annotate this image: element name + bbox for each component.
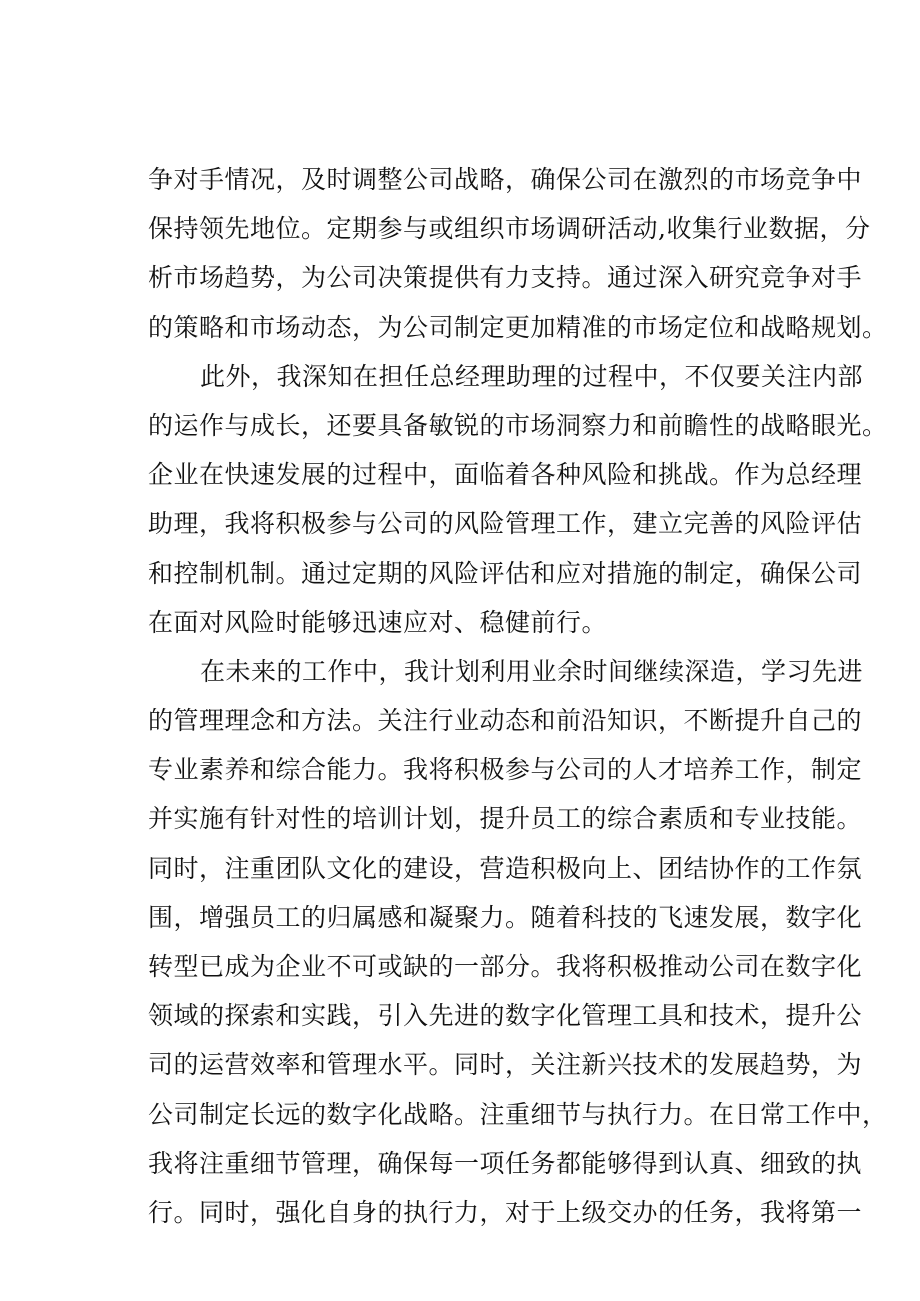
text-line: 析市场趋势，为公司决策提供有力支持。通过深入研究竞争对手	[148, 263, 863, 293]
text-line: 公司制定长远的数字化战略。注重细节与执行力。在日常工作中，	[148, 1099, 888, 1129]
text-line: 司的运营效率和管理水平。同时，关注新兴技术的发展趋势，为	[148, 1050, 863, 1080]
text-line: 助理，我将积极参与公司的风险管理工作，建立完善的风险评估	[148, 509, 863, 539]
text-line: 专业素养和综合能力。我将积极参与公司的人才培养工作，制定	[148, 755, 863, 785]
text-line: 保持领先地位。定期参与或组织市场调研活动,收集行业数据，分	[148, 214, 871, 244]
text-line: 和控制机制。通过定期的风险评估和应对措施的制定，确保公司	[148, 558, 863, 588]
text-line: 的策略和市场动态，为公司制定更加精准的市场定位和战略规划。	[148, 312, 888, 342]
text-line: 并实施有针对性的培训计划，提升员工的综合素质和专业技能。	[148, 804, 863, 834]
text-line: 在面对风险时能够迅速应对、稳健前行。	[148, 607, 608, 637]
text-line: 围，增强员工的归属感和凝聚力。随着科技的飞速发展，数字化	[148, 902, 863, 932]
text-line: 在未来的工作中，我计划利用业余时间继续深造，学习先进	[200, 656, 864, 686]
text-line: 行。同时，强化自身的执行力，对于上级交办的任务，我将第一	[148, 1197, 863, 1227]
text-line: 转型已成为企业不可或缺的一部分。我将积极推动公司在数字化	[148, 952, 863, 981]
text-line: 我将注重细节管理，确保每一项任务都能够得到认真、细致的执	[148, 1148, 863, 1178]
text-line: 企业在快速发展的过程中，面临着各种风险和挑战。作为总经理	[148, 460, 863, 490]
text-line: 此外，我深知在担任总经理助理的过程中，不仅要关注内部	[200, 361, 864, 391]
text-line: 争对手情况，及时调整公司战略，确保公司在激烈的市场竞争中	[148, 165, 863, 194]
text-line: 的管理理念和方法。关注行业动态和前沿知识，不断提升自己的	[148, 706, 863, 736]
text-line: 领域的探索和实践，引入先进的数字化管理工具和技术，提升公	[148, 1001, 863, 1031]
body-text	[148, 155, 888, 1237]
text-line: 的运作与成长，还要具备敏锐的市场洞察力和前瞻性的战略眼光。	[148, 410, 888, 440]
text-line: 同时，注重团队文化的建设，营造积极向上、团结协作的工作氛	[148, 853, 863, 883]
